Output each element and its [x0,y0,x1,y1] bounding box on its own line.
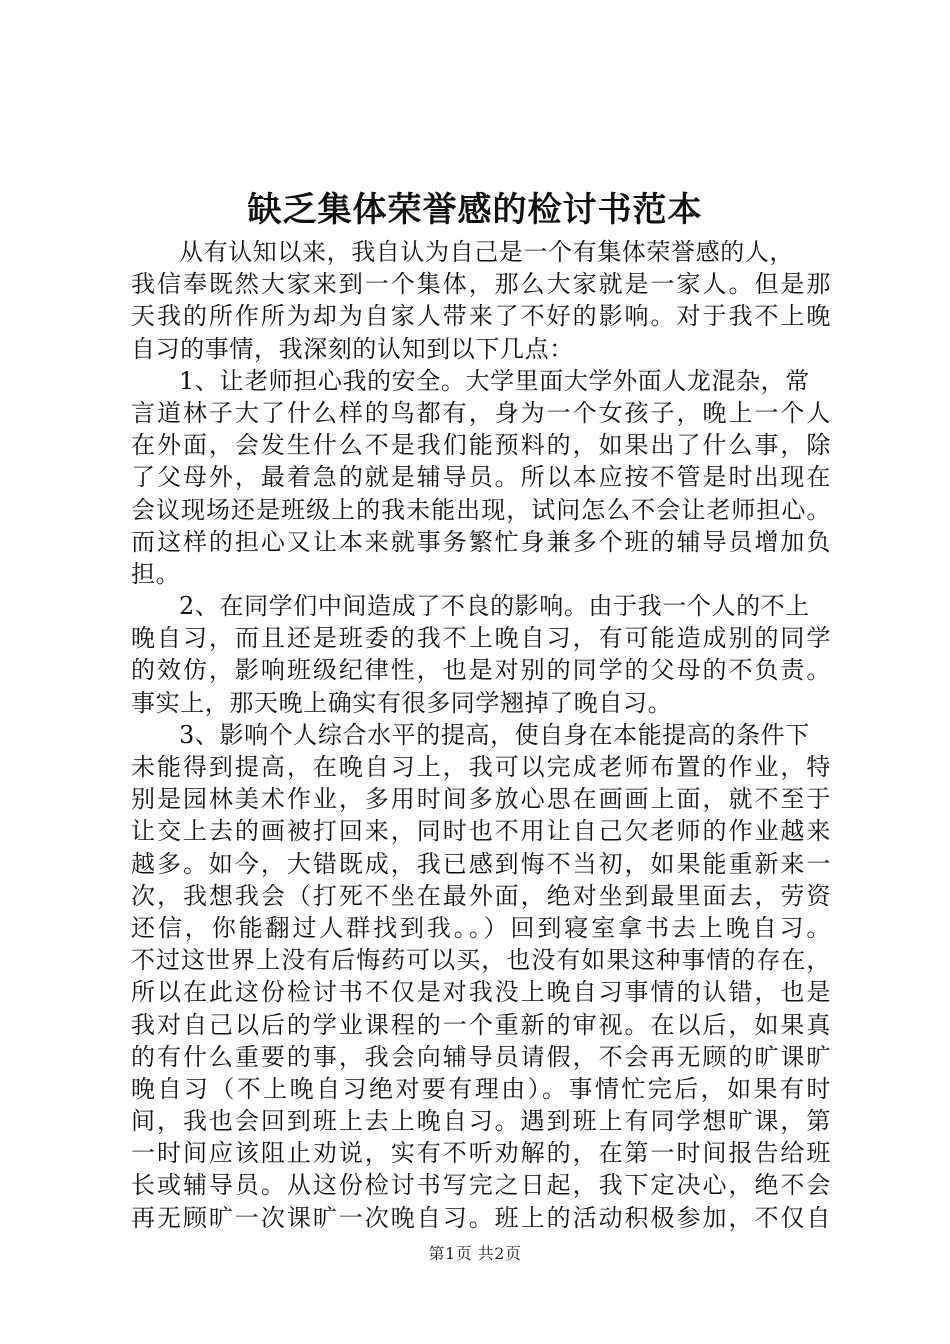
document-title: 缺乏集体荣誉感的检讨书范本 [247,190,703,230]
body-line: 3、影响个人综合水平的提高，使自身在本能提高的条件下 [179,720,810,749]
body-line: 会议现场还是班级上的我未能出现，试问怎么不会让老师担心。 [131,495,831,524]
body-line: 一时间应该阻止劝说，实有不听劝解的，在第一时间报告给班 [131,1139,831,1168]
document-body [131,236,831,1234]
body-line: 还信，你能翻过人群找到我。。）回到寝室拿书去上晚自习。 [131,913,831,942]
body-line: 长或辅导员。从这份检讨书写完之日起，我下定决心，绝不会 [131,1171,831,1200]
body-line: 从有认知以来，我自认为自己是一个有集体荣誉感的人， [179,238,794,266]
body-line: 晚自习（不上晚自习绝对要有理由）。事情忙完后，如果有时 [131,1074,831,1103]
body-line: 未能得到提高，在晚自习上，我可以完成老师布置的作业，特 [131,753,831,781]
body-line: 言道林子大了什么样的鸟都有，身为一个女孩子，晚上一个人 [131,398,831,427]
body-line: 而这样的担心又让本来就事务繁忙身兼多个班的辅导员增加负 [131,527,831,556]
body-line: 晚自习，而且还是班委的我不上晚自习，有可能造成别的同学 [131,624,831,653]
body-line: 我信奉既然大家来到一个集体，那么大家就是一家人。但是那 [131,270,831,299]
body-line: 所以在此这份检讨书不仅是对我没上晚自习事情的认错，也是 [131,978,831,1007]
body-line: 再无顾旷一次课旷一次晚自习。班上的活动积极参加，不仅自 [131,1203,831,1232]
body-line: 让交上去的画被打回来，同时也不用让自己欠老师的作业越来 [131,817,831,846]
body-line: 我对自己以后的学业课程的一个重新的审视。在以后，如果真 [131,1010,831,1039]
body-line: 的有什么重要的事，我会向辅导员请假，不会再无顾的旷课旷 [131,1042,831,1071]
body-line: 1、让老师担心我的安全。大学里面大学外面人龙混杂，常 [179,366,810,395]
page-number: 第1页 共2页 [428,1244,522,1263]
body-line: 别是园林美术作业，多用时间多放心思在画画上面，就不至于 [131,785,831,814]
body-line: 了父母外，最着急的就是辅导员。所以本应按不管是时出现在 [131,463,831,492]
body-line: 2、在同学们中间造成了不良的影响。由于我一个人的不上 [179,592,810,621]
body-line: 间，我也会回到班上去上晚自习。遇到班上有同学想旷课，第 [131,1107,831,1136]
body-line: 次，我想我会（打死不坐在最外面，绝对坐到最里面去，劳资 [131,881,831,910]
body-line: 在外面，会发生什么不是我们能预料的，如果出了什么事，除 [131,431,831,460]
body-line: 担。 [131,559,181,588]
body-line: 自习的事情，我深刻的认知到以下几点： [131,334,574,363]
body-line: 越多。如今，大错既成，我已感到悔不当初，如果能重新来一 [131,849,831,878]
body-line: 事实上，那天晚上确实有很多同学翘掉了晚自习。 [131,688,673,717]
body-line: 不过这世界上没有后悔药可以买，也没有如果这种事情的存在， [131,946,831,975]
body-line: 天我的所作所为却为自家人带来了不好的影响。对于我不上晚 [131,302,831,331]
body-line: 的效仿，影响班级纪律性，也是对别的同学的父母的不负责。 [131,656,831,685]
